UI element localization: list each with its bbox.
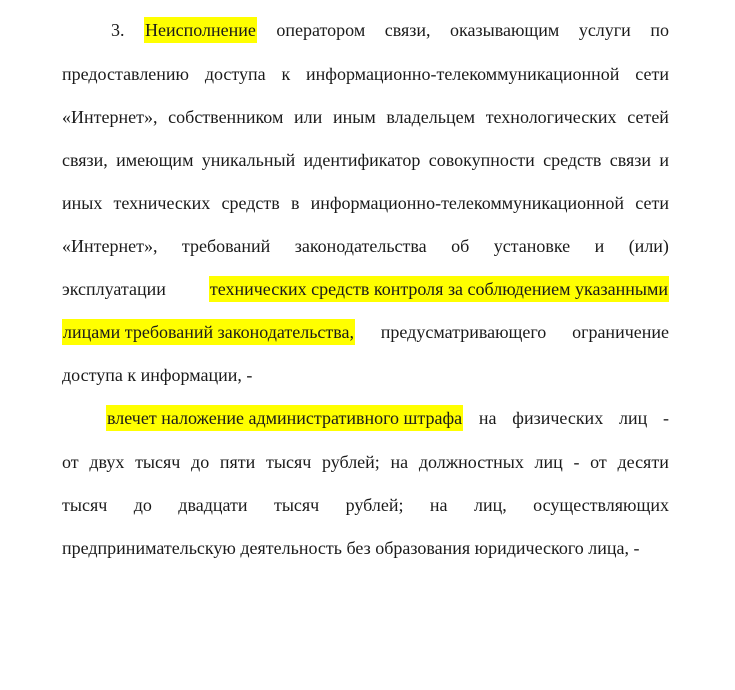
word: законодательства: [294, 236, 427, 256]
word: оказывающим: [450, 20, 560, 40]
word: информационно-телекоммуникационной: [306, 64, 620, 84]
highlighted-text: влечет наложение административного штрафа: [106, 405, 463, 431]
word: лиц: [618, 408, 648, 428]
word: рублей;: [345, 495, 404, 515]
word: десяти: [617, 452, 669, 472]
word: иных: [62, 193, 103, 213]
word: связи: [609, 150, 651, 170]
word: технических: [113, 193, 211, 213]
paragraph-1-line-6: [62, 233, 669, 259]
word: владельцем: [386, 107, 475, 127]
word: технологических: [485, 107, 617, 127]
word: связи,: [384, 20, 431, 40]
paragraph-2-line-2: [62, 449, 669, 475]
paragraph-2-line-3: [62, 492, 669, 518]
word: иным: [332, 107, 376, 127]
word: имеющим: [116, 150, 194, 170]
word: и: [659, 150, 669, 170]
word: тысяч: [273, 495, 320, 515]
word: и: [594, 236, 605, 256]
word: сети: [635, 193, 669, 213]
word: связи,: [62, 150, 108, 170]
word: предусматривающего: [380, 322, 547, 342]
paragraph-2-line-1: [106, 405, 669, 431]
word: пяти: [219, 452, 256, 472]
word: на: [429, 495, 448, 515]
word: «Интернет»,: [62, 236, 158, 256]
word: должностных: [418, 452, 524, 472]
word: оператором: [276, 20, 366, 40]
highlighted-text: лицами требований законодательства,: [62, 319, 355, 345]
word: на: [478, 408, 497, 428]
paragraph-1-line-3: [62, 104, 669, 130]
word: собственником: [168, 107, 284, 127]
highlighted-text: технических средств контроля за соблюдением указанными: [209, 276, 669, 302]
word: доступа: [204, 64, 266, 84]
word: двух: [89, 452, 125, 472]
word: физических: [512, 408, 604, 428]
word: (или): [628, 236, 669, 256]
word: осуществляющих: [533, 495, 669, 515]
word: лиц,: [473, 495, 507, 515]
word: доступа к информации, -: [62, 365, 253, 385]
word: рублей;: [321, 452, 380, 472]
word: двадцати: [178, 495, 248, 515]
paragraph-1-line-9: [62, 362, 669, 388]
word: тысяч: [266, 452, 312, 472]
word: уникальный: [201, 150, 296, 170]
paragraph-number: 3.: [111, 20, 125, 40]
paragraph-1-line-1: [111, 17, 669, 43]
paragraph-1-line-7: [62, 276, 669, 302]
word: или: [294, 107, 323, 127]
word: -: [573, 452, 580, 472]
word: средств: [221, 193, 280, 213]
word: идентификатор: [303, 150, 421, 170]
word: -: [662, 408, 669, 428]
word: сети: [635, 64, 669, 84]
word: эксплуатации: [62, 279, 166, 299]
word: тысяч: [62, 495, 108, 515]
word: ограничение: [572, 322, 669, 342]
word: об: [451, 236, 470, 256]
paragraph-1-line-2: [62, 61, 669, 87]
paragraph-1-line-8: [62, 319, 669, 345]
word: до: [133, 495, 152, 515]
word: на: [390, 452, 409, 472]
word: «Интернет»,: [62, 107, 158, 127]
word: информационно-телекоммуникационной: [310, 193, 625, 213]
word: до: [191, 452, 210, 472]
word: лиц: [534, 452, 563, 472]
word: сетей: [627, 107, 669, 127]
word: по: [650, 20, 669, 40]
paragraph-1-line-4: [62, 147, 669, 173]
word: предпринимательскую деятельность без образования юридического лица, -: [62, 538, 640, 558]
paragraph-2-line-4: [62, 535, 669, 561]
word: средств: [543, 150, 602, 170]
word: от: [62, 452, 79, 472]
word: предоставлению: [62, 64, 190, 84]
word: от: [590, 452, 607, 472]
word: требований: [181, 236, 271, 256]
highlighted-text: Неисполнение: [144, 17, 257, 43]
word: установке: [493, 236, 571, 256]
word: в: [290, 193, 300, 213]
paragraph-1-line-5: [62, 190, 669, 216]
word: к: [281, 64, 291, 84]
word: услуги: [578, 20, 631, 40]
word: совокупности: [428, 150, 535, 170]
word: тысяч: [135, 452, 181, 472]
